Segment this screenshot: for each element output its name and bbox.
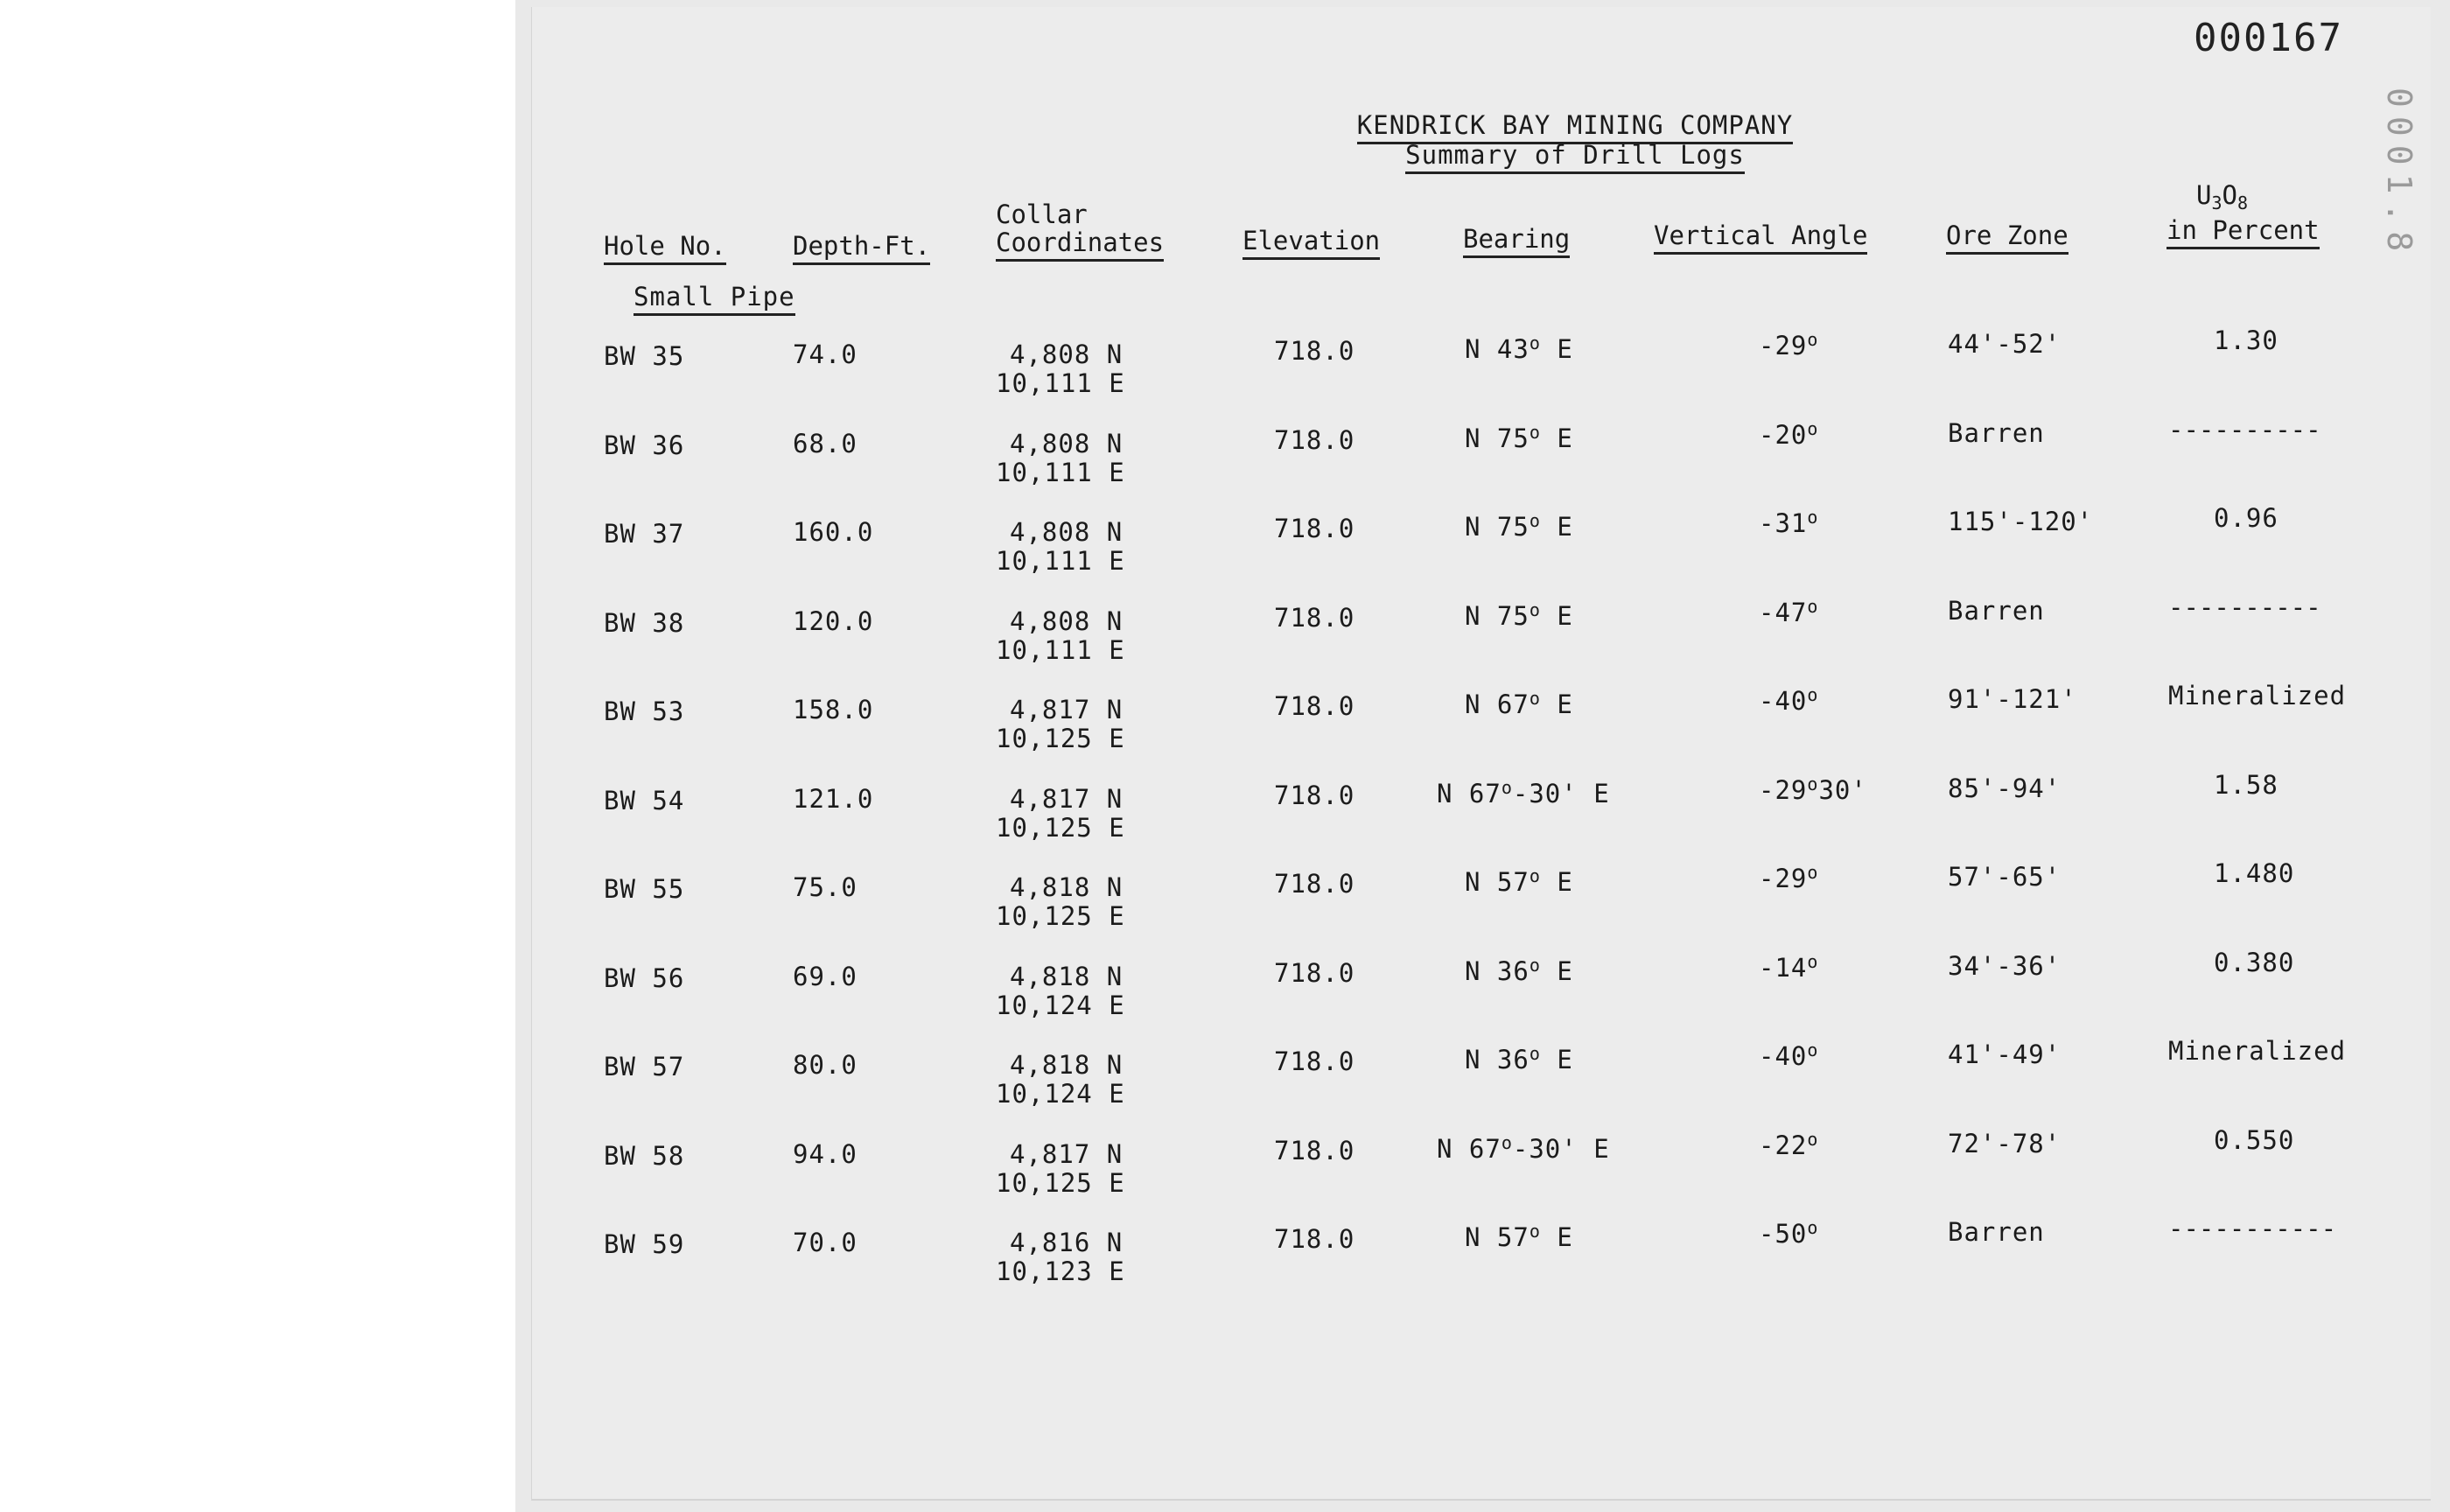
cell-north: 4,808 N <box>1010 340 1124 369</box>
cell-east: 10,124 E <box>996 990 1125 1020</box>
cell-north: 4,817 N <box>1010 695 1124 724</box>
bearing-value: N 67 <box>1437 1134 1502 1164</box>
vertical-angle-minutes: 30' <box>1818 775 1867 805</box>
cell-depth: 121.0 <box>793 784 874 814</box>
cell-vertical-angle <box>1759 1041 1818 1071</box>
page-number: 000167 <box>2194 16 2343 60</box>
degree-mark: o <box>1501 777 1513 798</box>
header-u308-bottom: in Percent <box>2166 215 2320 245</box>
header-bearing: Bearing <box>1463 224 1570 254</box>
bearing-value: N 36 <box>1465 956 1530 986</box>
degree-mark: o <box>1529 1043 1541 1064</box>
cell-ore-zone: 115'-120' <box>1948 507 2094 536</box>
bearing-value: N 75 <box>1465 601 1530 631</box>
cell-north: 4,818 N <box>1010 872 1124 902</box>
cell-u308: Mineralized <box>2168 681 2347 710</box>
degree-mark: o <box>1807 774 1819 794</box>
cell-hole-no: BW 55 <box>604 874 685 904</box>
degree-mark: o <box>1807 862 1819 883</box>
cell-bearing <box>1465 334 1573 364</box>
cell-elevation: 718.0 <box>1274 514 1355 543</box>
title-text: KENDRICK BAY MINING COMPANY <box>1357 110 1793 144</box>
cell-hole-no: BW 57 <box>604 1052 685 1082</box>
vertical-angle-value: -50 <box>1759 1219 1808 1249</box>
bearing-suffix: E <box>1540 690 1573 719</box>
bearing-value: N 57 <box>1465 1222 1530 1252</box>
document-title <box>1138 110 2012 140</box>
cell-u308: ----------- <box>2168 1214 2337 1243</box>
cell-elevation: 718.0 <box>1274 1224 1355 1254</box>
header-u308-top: $U_3O_8$ <box>2196 180 2249 214</box>
header-elevation: Elevation <box>1242 226 1380 256</box>
bearing-value: N 67 <box>1437 779 1502 808</box>
cell-bearing <box>1437 1134 1610 1164</box>
cell-vertical-angle <box>1759 864 1818 893</box>
cell-bearing <box>1465 1045 1573 1074</box>
header-collar-bottom: Coordinates <box>996 228 1164 257</box>
header-vertical-angle: Vertical Angle <box>1654 220 1867 250</box>
degree-mark: o <box>1807 507 1819 528</box>
cell-ore-zone: 57'-65' <box>1948 862 2062 892</box>
degree-mark: o <box>1529 688 1541 709</box>
cell-elevation: 718.0 <box>1274 603 1355 633</box>
cell-elevation: 718.0 <box>1274 425 1355 455</box>
vertical-angle-value: -40 <box>1759 686 1808 716</box>
cell-depth: 74.0 <box>793 340 858 369</box>
cell-vertical-angle <box>1759 953 1818 983</box>
vertical-angle-value: -40 <box>1759 1041 1808 1071</box>
degree-mark: o <box>1529 599 1541 620</box>
header-ore-zone: Ore Zone <box>1946 220 2068 250</box>
bearing-value: N 75 <box>1465 512 1530 542</box>
cell-ore-zone: 44'-52' <box>1948 329 2062 359</box>
cell-north: 4,808 N <box>1010 429 1124 458</box>
cell-elevation: 718.0 <box>1274 869 1355 899</box>
subtitle-text: Summary of Drill Logs <box>1405 140 1745 174</box>
degree-mark: o <box>1529 422 1541 443</box>
cell-vertical-angle <box>1759 508 1818 538</box>
cell-bearing <box>1465 601 1573 631</box>
cell-ore-zone: 34'-36' <box>1948 951 2062 981</box>
bearing-suffix: -30' E <box>1512 779 1610 808</box>
cell-bearing <box>1437 779 1610 808</box>
cell-ore-zone: 41'-49' <box>1948 1040 2062 1069</box>
cell-east: 10,111 E <box>996 368 1125 398</box>
cell-hole-no: BW 54 <box>604 786 685 816</box>
cell-depth: 94.0 <box>793 1139 858 1169</box>
degree-mark: o <box>1807 329 1819 350</box>
bearing-suffix: E <box>1540 512 1573 542</box>
cell-u308: 0.96 <box>2214 503 2278 533</box>
vertical-angle-value: -20 <box>1759 420 1808 450</box>
cell-u308: 1.480 <box>2214 858 2295 888</box>
degree-mark: o <box>1807 1040 1819 1060</box>
bearing-suffix: E <box>1540 601 1573 631</box>
cell-bearing <box>1465 424 1573 453</box>
cell-north: 4,818 N <box>1010 1050 1124 1080</box>
cell-east: 10,125 E <box>996 724 1125 753</box>
cell-depth: 75.0 <box>793 872 858 902</box>
cell-east: 10,111 E <box>996 635 1125 665</box>
degree-mark: o <box>1529 955 1541 976</box>
degree-mark: o <box>1807 1217 1819 1238</box>
bearing-suffix: -30' E <box>1512 1134 1610 1164</box>
side-stamp: 0001.8 <box>2380 88 2418 261</box>
cell-vertical-angle <box>1759 1219 1818 1249</box>
bearing-suffix: E <box>1540 867 1573 897</box>
vertical-angle-value: -29 <box>1759 331 1808 360</box>
header-hole-no: Hole No. <box>604 231 726 261</box>
cell-bearing <box>1465 1222 1573 1252</box>
bearing-suffix: E <box>1540 1045 1573 1074</box>
bearing-suffix: E <box>1540 424 1573 453</box>
degree-mark: o <box>1529 1221 1541 1242</box>
cell-east: 10,124 E <box>996 1079 1125 1109</box>
cell-depth: 120.0 <box>793 606 874 636</box>
cell-north: 4,816 N <box>1010 1228 1124 1257</box>
cell-vertical-angle <box>1759 331 1818 360</box>
degree-mark: o <box>1529 510 1541 531</box>
header-depth: Depth-Ft. <box>793 231 930 261</box>
degree-mark: o <box>1807 596 1819 617</box>
bearing-value: N 57 <box>1465 867 1530 897</box>
cell-bearing <box>1465 690 1573 719</box>
cell-u308: 1.58 <box>2214 770 2278 800</box>
cell-bearing <box>1465 867 1573 897</box>
vertical-angle-value: -31 <box>1759 508 1808 538</box>
bearing-value: N 43 <box>1465 334 1530 364</box>
cell-depth: 68.0 <box>793 429 858 458</box>
degree-mark: o <box>1529 332 1541 354</box>
cell-bearing <box>1465 512 1573 542</box>
cell-north: 4,817 N <box>1010 1139 1124 1169</box>
cell-north: 4,808 N <box>1010 606 1124 636</box>
cell-ore-zone: 72'-78' <box>1948 1129 2062 1158</box>
cell-hole-no: BW 58 <box>604 1141 685 1171</box>
cell-elevation: 718.0 <box>1274 1136 1355 1166</box>
degree-mark: o <box>1807 951 1819 972</box>
cell-depth: 80.0 <box>793 1050 858 1080</box>
cell-u308: 0.550 <box>2214 1125 2295 1155</box>
cell-hole-no: BW 35 <box>604 341 685 371</box>
cell-vertical-angle <box>1759 420 1818 450</box>
degree-mark: o <box>1807 418 1819 439</box>
degree-mark: o <box>1807 684 1819 705</box>
cell-elevation: 718.0 <box>1274 691 1355 721</box>
cell-east: 10,125 E <box>996 813 1125 843</box>
vertical-angle-value: -29 <box>1759 775 1808 805</box>
cell-depth: 70.0 <box>793 1228 858 1257</box>
cell-ore-zone: 85'-94' <box>1948 774 2062 803</box>
cell-north: 4,808 N <box>1010 517 1124 547</box>
cell-hole-no: BW 37 <box>604 519 685 549</box>
cell-north: 4,817 N <box>1010 784 1124 814</box>
cell-north: 4,818 N <box>1010 962 1124 991</box>
header-collar-top: Collar <box>996 200 1088 229</box>
cell-hole-no: BW 38 <box>604 608 685 638</box>
cell-elevation: 718.0 <box>1274 1046 1355 1076</box>
bearing-value: N 36 <box>1465 1045 1530 1074</box>
cell-ore-zone: Barren <box>1948 1217 2045 1247</box>
bearing-value: N 67 <box>1465 690 1530 719</box>
cell-east: 10,125 E <box>996 1168 1125 1198</box>
cell-depth: 158.0 <box>793 695 874 724</box>
cell-depth: 69.0 <box>793 962 858 991</box>
cell-ore-zone: Barren <box>1948 596 2045 626</box>
degree-mark: o <box>1501 1132 1513 1153</box>
vertical-angle-value: -14 <box>1759 953 1808 983</box>
cell-hole-no: BW 36 <box>604 430 685 460</box>
cell-u308: ---------- <box>2168 415 2321 444</box>
cell-depth: 160.0 <box>793 517 874 547</box>
cell-east: 10,123 E <box>996 1256 1125 1286</box>
bearing-suffix: E <box>1540 1222 1573 1252</box>
document-subtitle <box>1138 140 2012 170</box>
cell-u308: 0.380 <box>2214 948 2295 977</box>
cell-u308: 1.30 <box>2214 326 2278 355</box>
bearing-suffix: E <box>1540 956 1573 986</box>
cell-vertical-angle <box>1759 686 1818 716</box>
vertical-angle-value: -47 <box>1759 598 1808 627</box>
cell-u308: ---------- <box>2168 592 2321 622</box>
section-label: Small Pipe <box>634 282 795 312</box>
vertical-angle-value: -22 <box>1759 1130 1808 1160</box>
cell-ore-zone: Barren <box>1948 418 2045 448</box>
cell-vertical-angle <box>1759 598 1818 627</box>
cell-hole-no: BW 59 <box>604 1229 685 1259</box>
cell-ore-zone: 91'-121' <box>1948 684 2077 714</box>
bearing-suffix: E <box>1540 334 1573 364</box>
cell-east: 10,111 E <box>996 546 1125 576</box>
vertical-angle-value: -29 <box>1759 864 1808 893</box>
cell-elevation: 718.0 <box>1274 958 1355 988</box>
degree-mark: o <box>1529 865 1541 886</box>
cell-east: 10,111 E <box>996 458 1125 487</box>
cell-u308: Mineralized <box>2168 1036 2347 1066</box>
cell-vertical-angle <box>1759 1130 1818 1160</box>
cell-vertical-angle <box>1759 775 1867 805</box>
cell-east: 10,125 E <box>996 901 1125 931</box>
bearing-value: N 75 <box>1465 424 1530 453</box>
cell-elevation: 718.0 <box>1274 780 1355 810</box>
degree-mark: o <box>1807 1129 1819 1150</box>
cell-elevation: 718.0 <box>1274 336 1355 366</box>
cell-hole-no: BW 53 <box>604 696 685 726</box>
cell-hole-no: BW 56 <box>604 963 685 993</box>
cell-bearing <box>1465 956 1573 986</box>
